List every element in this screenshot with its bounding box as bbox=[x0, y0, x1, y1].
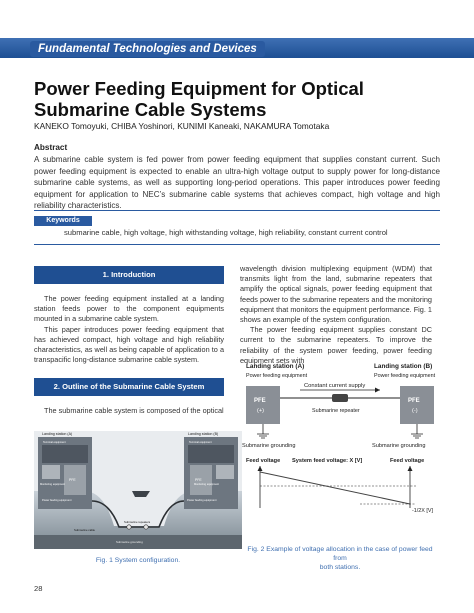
fig2-feed-voltage-left: Feed voltage bbox=[246, 458, 281, 464]
fig2-sign-a: (+) bbox=[257, 408, 264, 414]
article-title: Power Feeding Equipment for Optical Submarine Cable Systems bbox=[34, 78, 364, 120]
fig2-repeater-box bbox=[332, 394, 348, 402]
fig2-feed-voltage-right: Feed voltage bbox=[390, 458, 425, 464]
fig1-repeaters-label: Submarine repeaters bbox=[124, 520, 151, 524]
fig2-constant-current-label: Constant current supply bbox=[304, 383, 366, 389]
keywords-rule-bottom bbox=[34, 244, 440, 245]
article-authors: KANEKO Tomoyuki, CHIBA Yoshinori, KUNIMI Kaneaki, NAKAMURA Tomotaka bbox=[34, 121, 330, 131]
repeater-1 bbox=[127, 525, 131, 529]
fig2-pfe-b-text: PFE bbox=[408, 398, 420, 404]
fig2-ground-a-icon bbox=[257, 434, 269, 438]
page-number: 28 bbox=[34, 584, 43, 593]
repeater-2 bbox=[144, 525, 148, 529]
fig2-sign-b: (-) bbox=[412, 408, 418, 414]
abstract-heading: Abstract bbox=[34, 143, 68, 152]
fig2-pfe-label-a: Power feeding equipment bbox=[246, 373, 308, 379]
keywords-text: submarine cable, high voltage, high withstanding voltage, high reliability, constant current control bbox=[64, 228, 388, 237]
fig1-pfe-b-label: PFE bbox=[195, 478, 202, 482]
fig2-left-axis-arrow bbox=[258, 466, 263, 471]
fig1-pfe-a-label: PFE bbox=[69, 478, 76, 482]
monitoring-equipment-a bbox=[42, 465, 60, 479]
fig2-right-axis-arrow bbox=[408, 466, 413, 471]
figure-2-caption bbox=[240, 545, 440, 572]
fig1-terminal-b-label: Terminal equipment bbox=[189, 441, 212, 444]
intro-body bbox=[34, 294, 224, 365]
figure-2-caption-line-2: both stations. bbox=[319, 564, 361, 571]
right-paragraph-1: wavelength division multiplexing equipment (WDM) that transmits light from the land, submarine repeaters that amplify the optical signals, power feeding equipment that feeds power to the submarine repeaters and the monitoring equipment that monitors the equipment performance. Fig. 1 shows an example of the system configuration. bbox=[240, 264, 432, 325]
fig1-grounding-label: Submarine grounding bbox=[116, 540, 143, 544]
fig1-terminal-a-label: Terminal equipment bbox=[43, 441, 66, 444]
keywords-rule-top bbox=[34, 210, 440, 211]
right-paragraph-2: The power feeding equipment supplies constant DC current to the submarine repeaters. To improve the reliability of the system power feeding, power feeding equipment sets with bbox=[240, 325, 432, 365]
section-label: Fundamental Technologies and Devices bbox=[30, 41, 265, 57]
figure-2-caption-line-1: Fig. 2 Example of voltage allocation in the case of power feed from bbox=[247, 546, 433, 562]
fig2-voltage-slope bbox=[260, 472, 410, 504]
abstract-text: A submarine cable system is fed power from power feeding equipment that supplies constant current. Such power feeding equipment is expected to enable an ultra-high voltage output to supply power for long-distance submarine cable systems, as well as supporting long-period operations. This paper introduces power feeding equipment for application to NEC’s submarine cable systems that achieves compact, high voltage and high reliability characteristics. bbox=[34, 155, 440, 211]
fig1-station-b-label: Landing station (B) bbox=[188, 432, 219, 436]
right-column-body bbox=[240, 264, 432, 366]
fig1-monitor-b-label: Monitoring equipment bbox=[194, 483, 219, 486]
outline-body bbox=[34, 406, 224, 416]
section-heading-outline: 2. Outline of the Submarine Cable System bbox=[34, 378, 224, 396]
fig2-station-a-label: Landing station (A) bbox=[246, 363, 305, 370]
fig1-feed-a-label: Power feeding equipment bbox=[42, 499, 72, 502]
fig2-ground-b-icon bbox=[411, 434, 423, 438]
fig2-system-voltage: System feed voltage: X [V] bbox=[292, 458, 363, 464]
fig2-pfe-a-text: PFE bbox=[254, 398, 266, 404]
outline-paragraph-1: The submarine cable system is composed of the optical bbox=[44, 406, 224, 415]
fig2-half-voltage-label: -1/2X [V] bbox=[412, 508, 433, 514]
fig2-pfe-b-box bbox=[400, 386, 434, 424]
fig2-pfe-label-b: Power feeding equipment bbox=[374, 373, 436, 379]
figure-1-system-diagram bbox=[34, 431, 242, 549]
section-heading-introduction: 1. Introduction bbox=[34, 266, 224, 284]
terminal-equipment-a bbox=[42, 445, 88, 463]
intro-paragraph-2: This paper introduces power feeding equipment that has achieved compact, high voltage and high reliability characteristics, as well as being capable of application to a transpacific long-distance submarine cable system. bbox=[34, 324, 224, 365]
fig2-grounding-a-label: Submarine grounding bbox=[242, 443, 296, 449]
fig1-cable-label: Submarine cable bbox=[74, 528, 95, 532]
figure-2-voltage-diagram bbox=[240, 360, 440, 542]
fig2-pfe-a-box bbox=[246, 386, 280, 424]
fig2-station-b-label: Landing station (B) bbox=[374, 363, 433, 370]
intro-paragraph-1: The power feeding equipment installed at a landing station feeds power to the component equipments mounted in a submarine cable system. bbox=[34, 294, 224, 324]
fig1-monitor-a-label: Monitoring equipment bbox=[40, 483, 65, 486]
fig1-feed-b-label: Power feeding equipment bbox=[187, 499, 217, 502]
fig2-grounding-b-label: Submarine grounding bbox=[372, 443, 426, 449]
figure-1-caption: Fig. 1 System configuration. bbox=[95, 557, 181, 564]
fig2-repeater-label: Submarine repeater bbox=[312, 408, 360, 414]
keywords-label: Keywords bbox=[34, 216, 92, 226]
fig1-station-a-label: Landing station (A) bbox=[42, 432, 73, 436]
fig2-current-arrow-head bbox=[375, 388, 380, 393]
monitoring-equipment-b bbox=[216, 465, 234, 479]
terminal-equipment-b bbox=[188, 445, 234, 463]
